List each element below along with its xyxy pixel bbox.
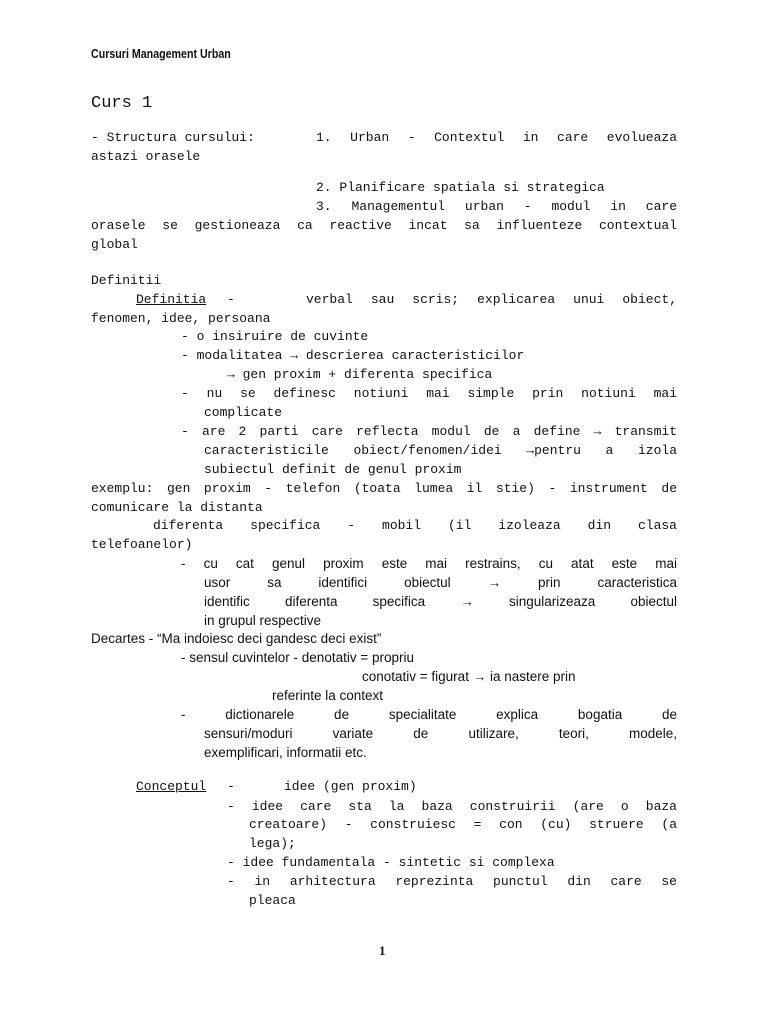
text-line: subiectul definit de genul proxim [204,462,462,477]
text-line: exemplificari, informatii etc. [204,745,367,760]
text-line: complicate [204,405,283,420]
text-line: fenomen, idee, persoana [91,311,271,326]
text-line: global [91,237,138,252]
dash: - [227,779,235,794]
course-title: Curs 1 [91,94,153,113]
structure-label: - Structura cursului: [91,130,255,145]
text-line: pleaca [249,893,296,908]
quote-line: Decartes - “Ma indoiesc deci gandesc deci exist” [91,631,382,646]
text-line: creatoare) - construiesc = con (cu) struere (a [249,817,677,832]
document-header: Cursuri Management Urban [91,46,231,61]
text-line: usor sa identifici obiectul → prin caracteristica [204,575,677,590]
list-item: - o insiruire de cuvinte [181,329,369,344]
text-line: idee (gen proxim) [284,779,417,794]
structure-item-3: 3. Managementul urban - modul in care [316,199,677,214]
term-conceptul: Conceptul [136,779,207,794]
text-line: diferenta specifica - mobil (il izoleaza din clasa [153,518,677,533]
term-definitia: Definitia [136,292,207,307]
text-line: → gen proxim + diferenta specifica [227,367,493,382]
text-line: caracteristicile obiect/fenomen/idei →pentru a izola [204,443,677,458]
list-item: - idee care sta la baza construirii (are o baza [227,799,677,814]
text-line: lega); [249,836,296,851]
text-line: sensuri/moduri variate de utilizare, teori, modele, [204,726,677,741]
structure-item-1: 1. Urban - Contextul in care evolueaza [316,130,677,145]
text-line: in grupul respective [204,613,322,628]
text-line: exemplu: gen proxim - telefon (toata lumea il stie) - instrument de [91,481,677,496]
page-number: 1 [379,943,386,958]
list-item: - in arhitectura reprezinta punctul din care se [227,874,677,889]
list-item: - dictionarele de specialitate explica bogatia de [181,707,677,722]
text-line: telefoanelor) [91,537,193,552]
list-item: - are 2 parti care reflecta modul de a define → transmit [181,424,677,439]
list-item: - idee fundamentala - sintetic si complexa [227,855,555,870]
text-line: verbal sau scris; explicarea unui obiect, [306,292,677,307]
list-item: - cu cat genul proxim este mai restrains, cu atat este mai [181,556,677,571]
dash: - [227,292,235,307]
list-item: - nu se definesc notiuni mai simple prin notiuni mai [181,386,677,401]
text-line: astazi orasele [91,149,201,164]
text-line: referinte la context [272,688,384,703]
structure-item-2: 2. Planificare spatiala si strategica [316,180,605,195]
list-item: - modalitatea → descrierea caracteristicilor [181,348,525,363]
list-item: - sensul cuvintelor - denotativ = propriu [181,650,414,665]
text-line: comunicare la distanta [91,500,263,515]
text-line: orasele se gestioneaza ca reactive incat sa influenteze contextual [91,218,677,233]
text-line: conotativ = figurat → ia nastere prin [362,669,576,684]
text-line: identific diferenta specifica → singularizeaza obiectul [204,594,677,609]
section-heading-definitii: Definitii [91,273,162,288]
